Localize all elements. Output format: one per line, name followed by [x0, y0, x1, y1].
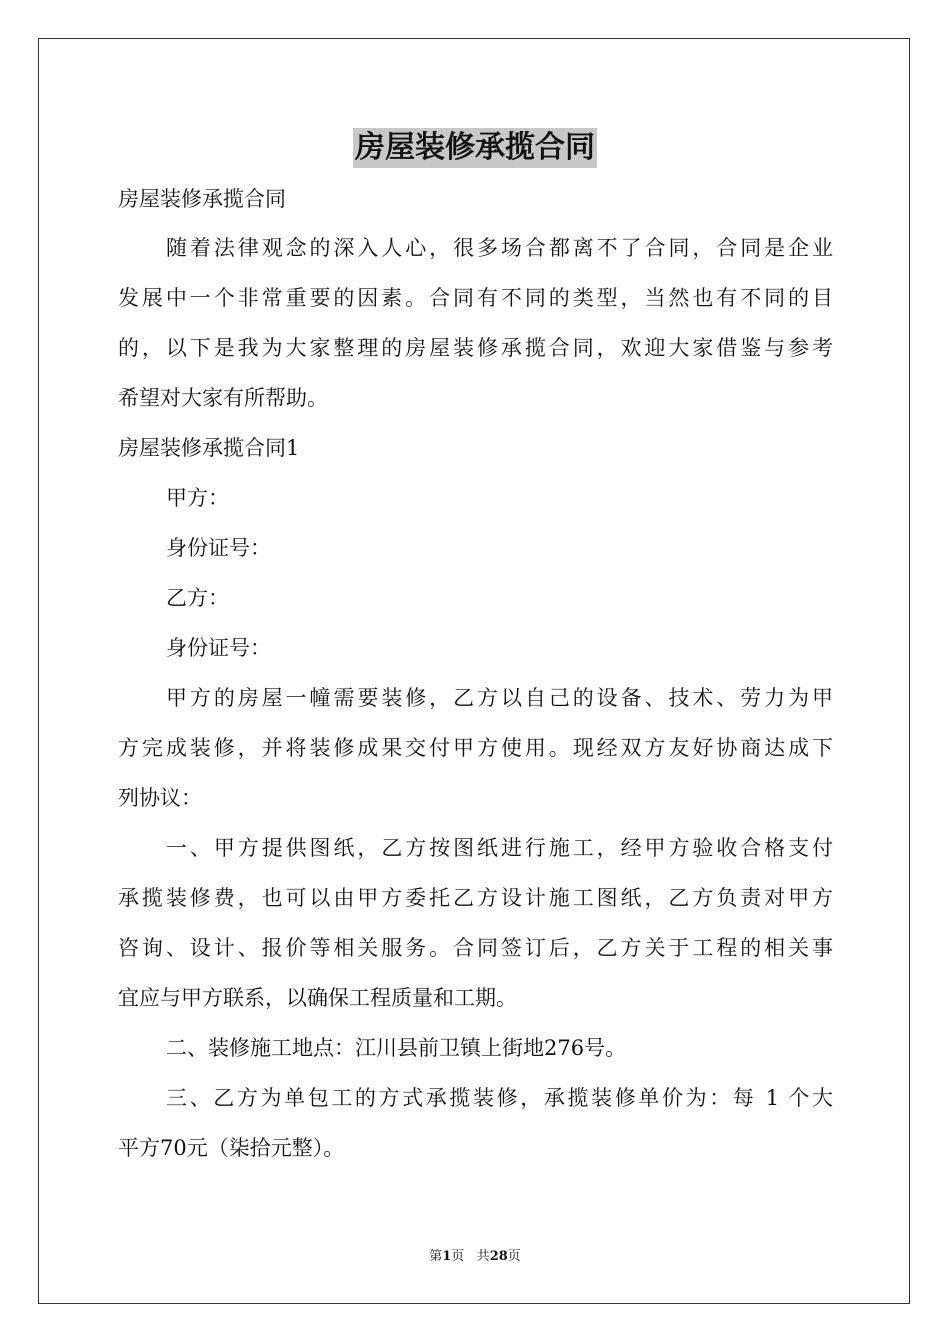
party-a-id-label: 身份证号： — [166, 536, 271, 560]
clause1-line-3: 咨询、设计、报价等相关服务。合同签订后，乙方关于工程的相关事 — [118, 936, 833, 960]
footer-page-suffix: 页 — [451, 1249, 465, 1264]
footer-prefix: 第 — [429, 1249, 443, 1264]
section-heading: 房屋装修承揽合同1 — [118, 436, 300, 460]
intro-line-2: 发展中一个非常重要的因素。合同有不同的类型，当然也有不同的目 — [118, 286, 833, 310]
intro-line-3: 的，以下是我为大家整理的房屋装修承揽合同，欢迎大家借鉴与参考 — [118, 336, 833, 360]
footer-total-suffix: 页 — [507, 1249, 521, 1264]
clause1-line-2: 承揽装修费，也可以由甲方委托乙方设计施工图纸，乙方负责对甲方 — [118, 886, 833, 910]
intro-line-1: 随着法律观念的深入人心，很多场合都离不了合同，合同是企业 — [166, 236, 833, 260]
clause1-line-1: 一、甲方提供图纸，乙方按图纸进行施工，经甲方验收合格支付 — [166, 836, 833, 860]
document-subtitle: 房屋装修承揽合同 — [118, 187, 286, 211]
party-b-id-label: 身份证号： — [166, 636, 271, 660]
footer-total-pages: 28 — [489, 1249, 508, 1264]
intro-line-4: 希望对大家有所帮助。 — [118, 386, 328, 410]
document-title: 房屋装修承揽合同 — [353, 128, 597, 168]
party-a-label: 甲方： — [166, 486, 229, 510]
preamble-line-1: 甲方的房屋一幢需要装修，乙方以自己的设备、技术、劳力为甲 — [166, 686, 833, 710]
footer-total-prefix: 共 — [476, 1249, 490, 1264]
preamble-line-3: 列协议： — [118, 786, 202, 810]
clause2-line: 二、装修施工地点：江川县前卫镇上街地276号。 — [166, 1036, 627, 1060]
footer-page-number: 1 — [442, 1249, 452, 1264]
page-footer — [0, 1248, 950, 1266]
title-container — [0, 128, 950, 168]
page-border — [38, 38, 910, 1304]
clause3-line-1: 三、乙方为单包工的方式承揽装修，承揽装修单价为：每 1 个大 — [166, 1086, 833, 1110]
clause1-line-4: 宜应与甲方联系，以确保工程质量和工期。 — [118, 986, 517, 1010]
party-b-label: 乙方： — [166, 586, 229, 610]
preamble-line-2: 方完成装修，并将装修成果交付甲方使用。现经双方友好协商达成下 — [118, 736, 833, 760]
clause3-line-2: 平方70元（柒拾元整）。 — [118, 1136, 345, 1160]
